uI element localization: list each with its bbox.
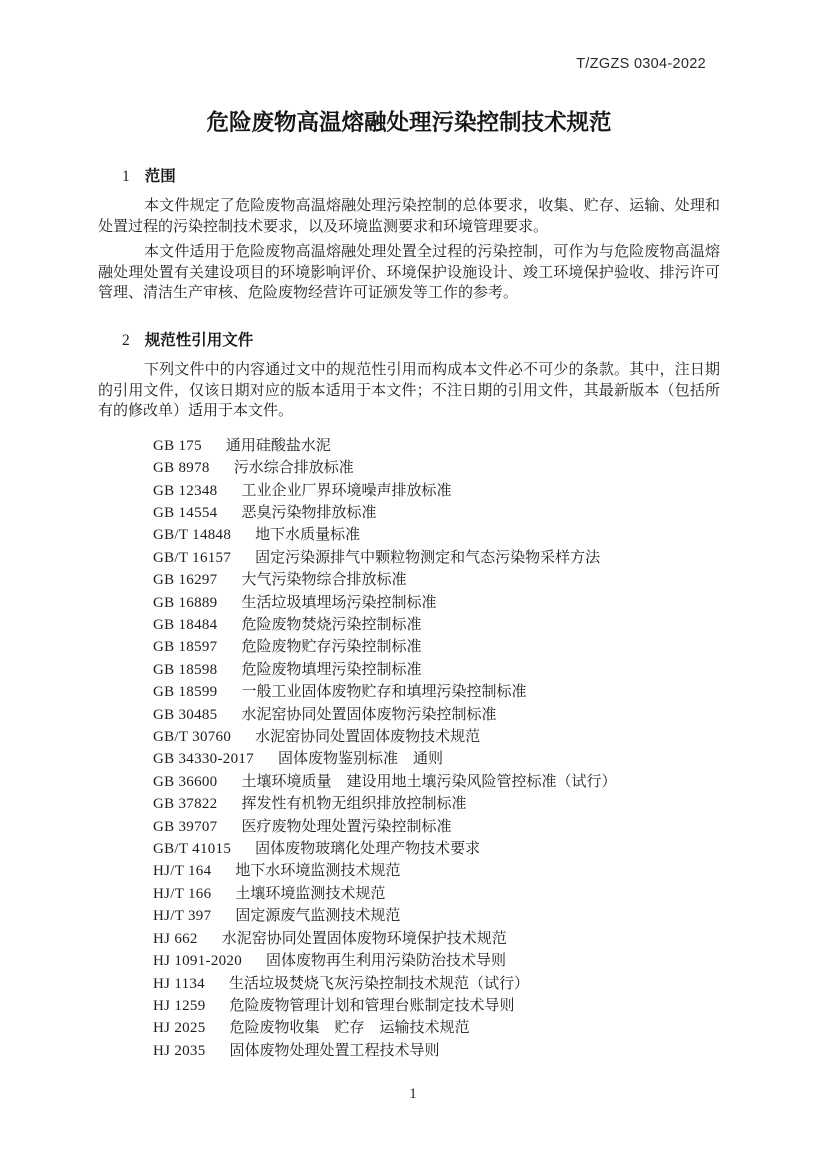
reference-code: GB/T 30760 (153, 729, 232, 746)
reference-item (98, 569, 720, 591)
section-1-heading-text: 范围 (144, 168, 176, 185)
reference-item (98, 457, 720, 479)
section-1-number: 1 (122, 168, 130, 185)
reference-name: 工业企业厂界环境噪声排放标准 (241, 482, 452, 499)
reference-name: 危险废物贮存污染控制标准 (241, 639, 422, 656)
reference-name: 土壤环境监测技术规范 (235, 885, 386, 902)
reference-item (98, 681, 720, 703)
scope-paragraph-2: 本文件适用于危险废物高温熔融处理处置全过程的污染控制，可作为与危险废物高温熔融处理处置有关建设项目的环境影响评价、环境保护设施设计、竣工环境保护验收、排污许可管理、清洁生产审核、危险废物经营许可证颁发等工作的参考。 (98, 244, 720, 302)
reference-name: 危险废物管理计划和管理台账制定技术导则 (229, 997, 515, 1014)
reference-name: 固体废物再生利用污染防治技术导则 (266, 953, 507, 970)
reference-code: GB 16297 (153, 572, 218, 589)
reference-item (98, 928, 720, 950)
reference-item (98, 1040, 720, 1062)
reference-name: 危险废物收集 贮存 运输技术规范 (229, 1020, 470, 1037)
reference-item (98, 995, 720, 1017)
reference-name: 危险废物填埋污染控制标准 (241, 661, 422, 678)
reference-name: 固定污染源排气中颗粒物测定和气态污染物采样方法 (255, 549, 601, 566)
reference-code: HJ 2035 (153, 1042, 206, 1059)
reference-name: 地下水环境监测技术规范 (235, 863, 401, 880)
reference-item (98, 659, 720, 681)
document-header (98, 54, 720, 74)
reference-item (98, 816, 720, 838)
scope-paragraph-1: 本文件规定了危险废物高温熔融处理污染控制的总体要求，收集、贮存、运输、处理和处置过程的污染控制技术要求，以及环境监测要求和环境管理要求。 (98, 198, 720, 235)
section-1-heading (98, 166, 720, 188)
reference-code: HJ/T 397 (153, 908, 212, 925)
reference-name: 固定源废气监测技术规范 (235, 908, 401, 925)
reference-code: HJ 2025 (153, 1020, 206, 1037)
reference-name: 生活垃圾焚烧飞灰污染控制技术规范（试行） (228, 975, 529, 992)
reference-code: GB 12348 (153, 482, 218, 499)
reference-item (98, 950, 720, 972)
reference-name: 大气污染物综合排放标准 (241, 572, 407, 589)
standard-code: T/ZGZS 0304-2022 (576, 56, 706, 72)
section-2-number: 2 (122, 331, 130, 349)
reference-code: GB 39707 (153, 818, 218, 835)
reference-name: 固体废物玻璃化处理产物技术要求 (255, 841, 481, 858)
reference-name: 挥发性有机物无组织排放控制标准 (241, 796, 467, 813)
section-2-heading (98, 330, 720, 352)
reference-item (98, 502, 720, 524)
reference-code: GB 36600 (153, 773, 218, 790)
reference-code: GB/T 16157 (153, 549, 232, 566)
reference-item (98, 771, 720, 793)
reference-name: 生活垃圾填埋场污染控制标准 (241, 594, 437, 611)
reference-code: HJ 1134 (153, 975, 205, 992)
reference-item (98, 748, 720, 770)
reference-code: GB 18597 (153, 639, 218, 656)
reference-code: GB 14554 (153, 504, 218, 521)
reference-code: GB 8978 (153, 460, 210, 477)
reference-name: 固体废物处理处置工程技术导则 (229, 1042, 440, 1059)
reference-code: HJ/T 164 (153, 863, 212, 880)
reference-name: 水泥窑协同处置固体废物技术规范 (255, 729, 481, 746)
reference-name: 土壤环境质量 建设用地土壤污染风险管控标准（试行） (241, 773, 617, 790)
reference-name: 恶臭污染物排放标准 (241, 504, 377, 521)
reference-name: 水泥窑协同处置固体废物环境保护技术规范 (221, 930, 507, 947)
reference-name: 固体废物鉴别标准 通则 (277, 751, 443, 768)
reference-item (98, 636, 720, 658)
reference-code: GB/T 41015 (153, 841, 232, 858)
reference-item (98, 860, 720, 882)
reference-item (98, 524, 720, 546)
reference-item (98, 973, 720, 995)
reference-item (98, 614, 720, 636)
reference-name: 危险废物焚烧污染控制标准 (241, 617, 422, 633)
reference-code: GB 37822 (153, 796, 218, 813)
reference-item (98, 1017, 720, 1039)
reference-name: 一般工业固体废物贮存和填埋污染控制标准 (241, 684, 527, 701)
reference-code: HJ 1259 (153, 997, 206, 1014)
section-2-heading-text: 规范性引用文件 (144, 331, 254, 349)
reference-name: 地下水质量标准 (255, 527, 361, 544)
reference-item (98, 480, 720, 502)
reference-item (98, 883, 720, 905)
reference-code: GB 18598 (153, 661, 218, 678)
reference-item (98, 435, 720, 457)
reference-item (98, 547, 720, 569)
reference-item (98, 592, 720, 614)
page-number: 1 (409, 1086, 417, 1102)
reference-code: HJ 662 (153, 930, 198, 947)
reference-item (98, 905, 720, 927)
references-list (98, 435, 720, 1062)
reference-code: HJ/T 166 (153, 885, 212, 902)
reference-code: GB 34330-2017 (153, 751, 254, 768)
reference-name: 水泥窑协同处置固体废物污染控制标准 (241, 706, 497, 723)
reference-name: 医疗废物处理处置污染控制标准 (241, 818, 452, 835)
reference-code: GB 18484 (153, 617, 218, 633)
reference-code: HJ 1091-2020 (153, 953, 243, 970)
reference-code: GB 16889 (153, 594, 218, 611)
reference-item (98, 793, 720, 815)
reference-code: GB 175 (153, 437, 202, 454)
reference-item (98, 838, 720, 860)
reference-code: GB 30485 (153, 706, 218, 723)
references-intro-paragraph: 下列文件中的内容通过文中的规范性引用而构成本文件必不可少的条款。其中，注日期的引用文件，仅该日期对应的版本适用于本文件；不注日期的引用文件，其最新版本（包括所有的修改单）适用于本文件。 (98, 361, 720, 420)
reference-item (98, 726, 720, 748)
reference-code: GB 18599 (153, 684, 218, 701)
reference-name: 污水综合排放标准 (233, 460, 354, 477)
reference-code: GB/T 14848 (153, 527, 232, 544)
reference-name: 通用硅酸盐水泥 (225, 437, 331, 454)
document-title: 危险废物高温熔融处理污染控制技术规范 (206, 110, 612, 135)
reference-item (98, 704, 720, 726)
